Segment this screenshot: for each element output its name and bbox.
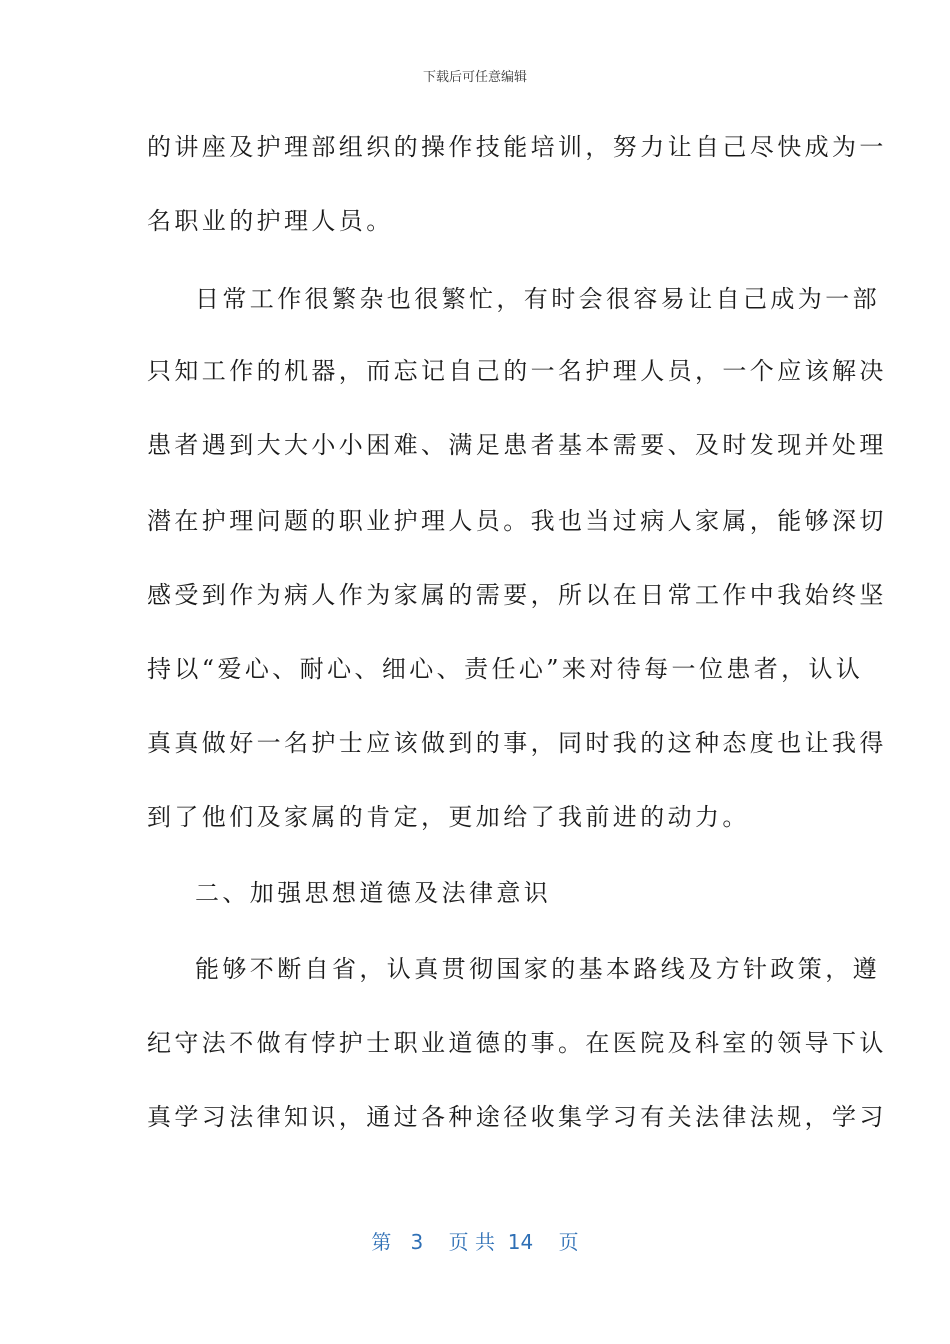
body-line-4: 只知工作的机器，而忘记自己的一名护理人员，一个应该解决 bbox=[147, 357, 887, 385]
footer-prefix: 第 bbox=[371, 1230, 392, 1254]
body-line-3: 日常工作很繁杂也很繁忙，有时会很容易让自己成为一部 bbox=[195, 285, 880, 313]
total-pages-number: 14 bbox=[507, 1230, 534, 1254]
body-line-7: 感受到作为病人作为家属的需要，所以在日常工作中我始终坚 bbox=[147, 581, 887, 609]
current-page-number: 3 bbox=[410, 1230, 424, 1254]
body-line-6: 潜在护理问题的职业护理人员。我也当过病人家属，能够深切 bbox=[147, 507, 887, 535]
footer-middle: 页 共 bbox=[448, 1230, 495, 1254]
body-line-12: 能够不断自省，认真贯彻国家的基本路线及方针政策，遵 bbox=[195, 955, 880, 983]
footer-suffix: 页 bbox=[558, 1230, 579, 1254]
body-line-10: 到了他们及家属的肯定，更加给了我前进的动力。 bbox=[147, 803, 750, 831]
header-note: 下载后可任意编辑 bbox=[422, 70, 527, 85]
body-line-9: 真真做好一名护士应该做到的事，同时我的这种态度也让我得 bbox=[147, 729, 887, 757]
body-line-13: 纪守法不做有悖护士职业道德的事。在医院及科室的领导下认 bbox=[147, 1029, 887, 1057]
body-line-14: 真学习法律知识，通过各种途径收集学习有关法律法规，学习 bbox=[147, 1103, 887, 1131]
body-line-1: 的讲座及护理部组织的操作技能培训，努力让自己尽快成为一 bbox=[147, 133, 887, 161]
body-line-5: 患者遇到大大小小困难、满足患者基本需要、及时发现并处理 bbox=[147, 431, 887, 459]
section-heading: 二、加强思想道德及法律意识 bbox=[195, 879, 552, 907]
page-footer bbox=[0, 1226, 950, 1255]
body-line-2: 名职业的护理人员。 bbox=[147, 207, 394, 235]
body-line-8: 持以“爱心、耐心、细心、责任心”来对待每一位患者，认认 bbox=[147, 655, 864, 683]
